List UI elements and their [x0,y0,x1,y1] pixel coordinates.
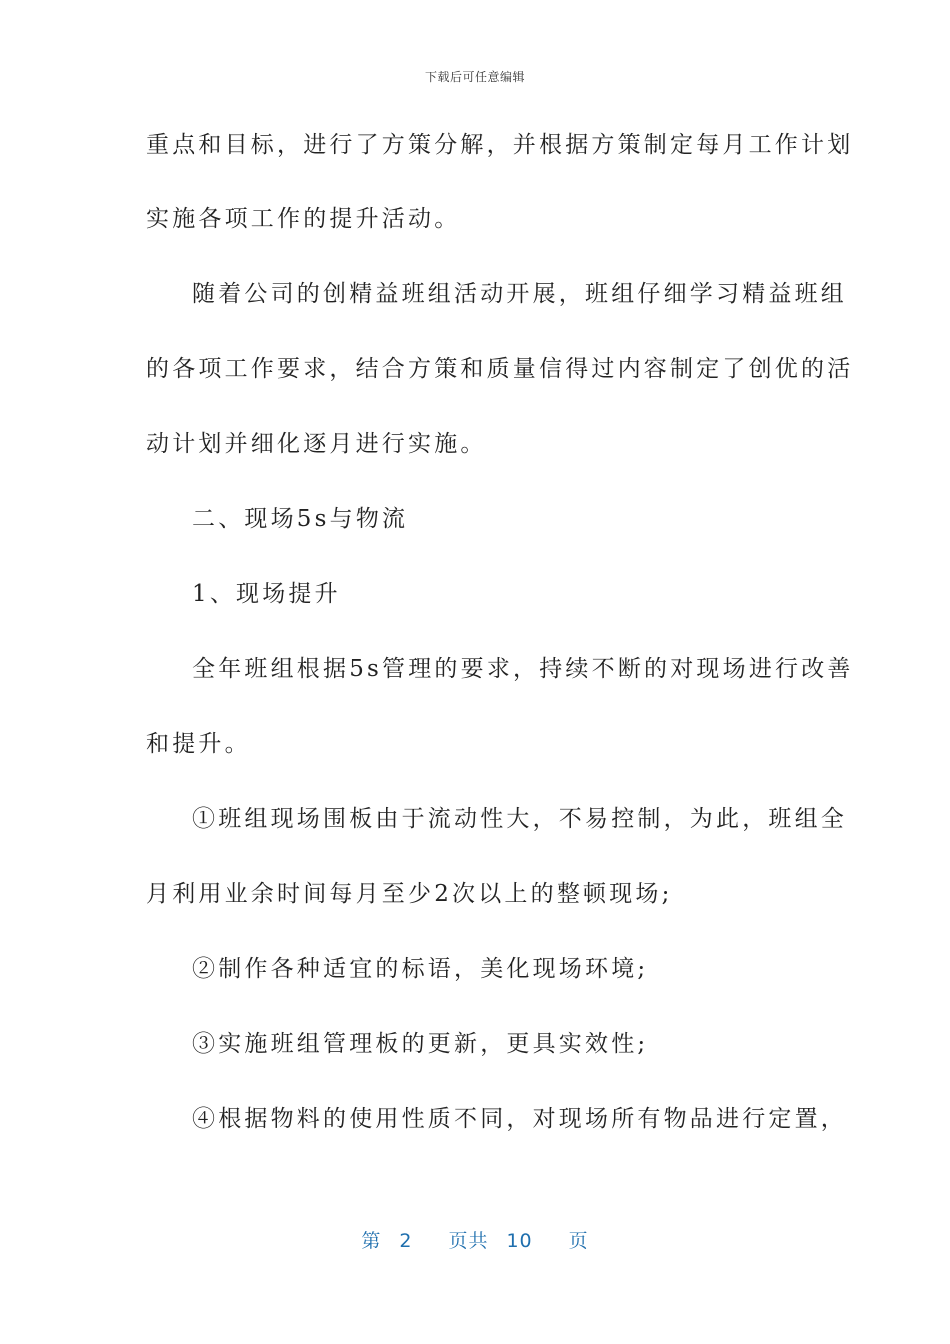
subsection-heading: 1、现场提升 [192,581,341,607]
list-item: ④根据物料的使用性质不同，对现场所有物品进行定置， [192,1106,847,1132]
list-item: ①班组现场围板由于流动性大，不易控制，为此，班组全 [192,806,847,832]
paragraph-line: 随着公司的创精益班组活动开展，班组仔细学习精益班组 [192,281,847,307]
paragraph-line: 实施各项工作的提升活动。 [146,206,461,232]
footer-prefix: 第 [361,1230,382,1252]
list-item: ③实施班组管理板的更新，更具实效性; [192,1031,649,1057]
list-item: ②制作各种适宜的标语，美化现场环境; [192,956,649,982]
footer-middle: 页共 [448,1230,489,1252]
total-pages-number: 10 [506,1230,533,1252]
paragraph-line: 的各项工作要求，结合方策和质量信得过内容制定了创优的活 [146,356,854,382]
paragraph-line: 重点和目标，进行了方策分解，并根据方策制定每月工作计划 [146,132,854,158]
header-note: 下载后可任意编辑 [424,70,525,84]
paragraph-line: 月利用业余时间每月至少2次以上的整顿现场; [146,881,673,907]
paragraph-line: 全年班组根据5s管理的要求，持续不断的对现场进行改善 [192,656,854,682]
page-footer [0,1226,950,1253]
section-heading: 二、现场5s与物流 [192,506,409,532]
current-page-number: 2 [399,1230,413,1252]
paragraph-line: 和提升。 [146,731,251,757]
paragraph-line: 动计划并细化逐月进行实施。 [146,431,487,457]
footer-suffix: 页 [568,1230,589,1252]
